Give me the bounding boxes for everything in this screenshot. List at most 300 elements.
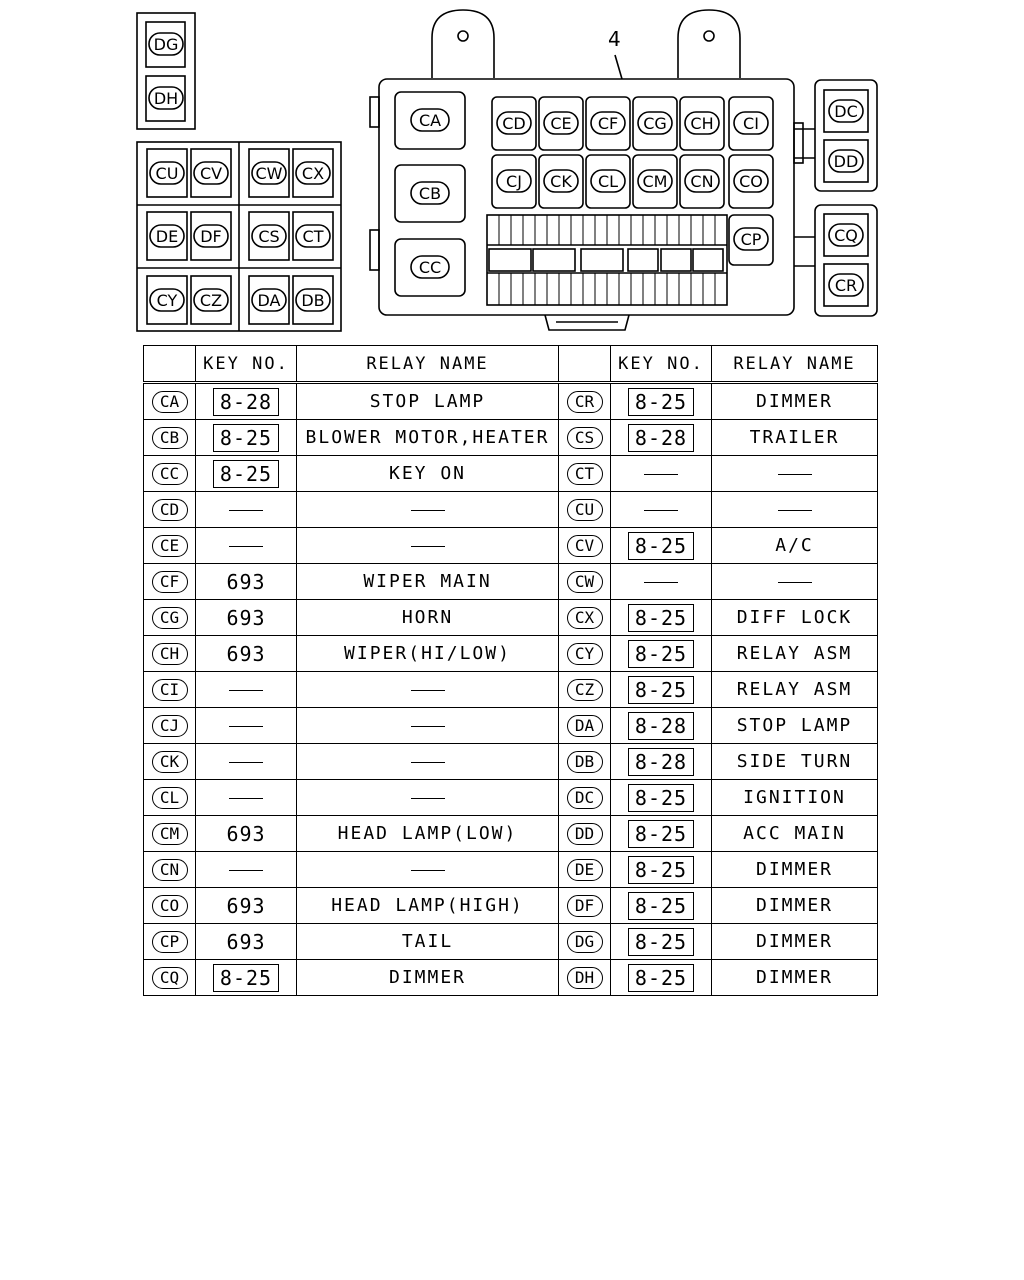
relay-layout-diagram [0,0,1024,345]
key-number: 693 [226,929,266,954]
table-row [144,636,878,672]
empty-dash [229,546,263,547]
relay-code-cell [144,888,196,924]
relay-name: STOP LAMP [369,391,486,412]
relay-code-label: DD [833,152,859,171]
key-no-cell [611,564,712,600]
table-row [144,564,878,600]
header-name-right: RELAY NAME [712,346,878,383]
relay-code: CZ [567,679,603,701]
relay-code: DF [567,895,603,917]
key-number: 8-25 [213,964,279,992]
relay-code-cb [411,182,449,204]
key-number: 8-25 [628,388,694,416]
relay-code: CR [567,391,603,413]
relay-name-cell [297,672,559,708]
relay-code-label: CV [199,164,223,183]
key-number: 8-25 [628,640,694,668]
relay-code: CU [567,499,603,521]
relay-code-df [194,225,228,247]
relay-code-cell [144,420,196,456]
relay-name-cell [297,924,559,960]
relay-code-cs [252,225,286,247]
relay-code-cell [144,383,196,420]
relay-code-label: CW [255,164,283,183]
table-header-row [144,346,878,383]
relay-code-cell [144,564,196,600]
relay-code-cell [559,600,611,636]
relay-code-cell [144,492,196,528]
relay-code: CG [152,607,188,629]
relay-code-cell [559,960,611,996]
table-row [144,383,878,420]
empty-dash [778,510,812,511]
key-number: 693 [226,641,266,666]
relay-code-label: CX [301,164,325,183]
key-number: 8-25 [628,676,694,704]
key-no-cell [196,708,297,744]
relay-code-ci [734,112,768,134]
key-no-cell [611,456,712,492]
relay-code-cell [559,564,611,600]
relay-code-cu [150,162,184,184]
relay-name: DIMMER [755,859,834,880]
key-no-cell [196,960,297,996]
relay-code-da [252,289,286,311]
relay-code: CS [567,427,603,449]
relay-code: CH [152,643,188,665]
relay-code-label: DB [301,291,325,310]
header-code-left [144,346,196,383]
relay-code-label: CF [597,114,619,133]
relay-code-label: DA [257,291,281,310]
relay-name-cell [712,492,878,528]
relay-code-label: CN [690,172,714,191]
key-no-cell [611,744,712,780]
empty-dash [229,762,263,763]
relay-code-cell [144,456,196,492]
empty-dash [229,798,263,799]
relay-name: WIPER(HI/LOW) [344,643,511,664]
relay-code-label: CQ [834,226,858,245]
empty-dash [411,762,445,763]
relay-code-label: CS [258,227,280,246]
empty-dash [411,546,445,547]
relay-code-label: CL [597,172,619,191]
key-no-cell [196,564,297,600]
relay-code: CE [152,535,188,557]
relay-code-cell [144,816,196,852]
relay-code: CO [152,895,188,917]
key-no-cell [196,528,297,564]
table-row [144,600,878,636]
table-row [144,888,878,924]
key-no-cell [196,672,297,708]
relay-code: CY [567,643,603,665]
relay-name-cell [297,960,559,996]
relay-code: CW [567,571,603,593]
relay-code-dg [149,33,183,55]
relay-code: DC [567,787,603,809]
left-top-relay-box [137,13,195,129]
relay-name-cell [712,852,878,888]
relay-code-cy [150,289,184,311]
relay-code-cd [497,112,531,134]
relay-name: TAIL [401,931,454,952]
relay-name: HEAD LAMP(HIGH) [331,895,524,916]
relay-code: CJ [152,715,188,737]
relay-name-cell [712,744,878,780]
relay-code: DB [567,751,603,773]
relay-name-cell [297,420,559,456]
table-row [144,420,878,456]
relay-code-cm [638,170,672,192]
relay-code: CT [567,463,603,485]
relay-name-cell [712,888,878,924]
relay-code: DE [567,859,603,881]
relay-code: CB [152,427,188,449]
relay-code-label: CH [690,114,714,133]
relay-name-cell [297,852,559,888]
key-number: 693 [226,605,266,630]
relay-code-cell [559,492,611,528]
relay-code-cell [559,780,611,816]
relay-code-label: DE [155,227,179,246]
relay-name-cell [712,528,878,564]
relay-code-label: CT [302,227,324,246]
relay-code-label: CZ [199,291,223,310]
relay-code-cell [559,456,611,492]
relay-name: DIMMER [388,967,467,988]
relay-name: KEY ON [388,463,467,484]
relay-name: HORN [401,607,454,628]
relay-code: CC [152,463,188,485]
empty-dash [411,510,445,511]
key-no-cell [611,924,712,960]
relay-name-cell [297,564,559,600]
relay-code: CI [152,679,188,701]
key-number: 8-25 [213,460,279,488]
relay-name: DIFF LOCK [736,607,853,628]
relay-name-cell [712,780,878,816]
relay-code-label: CO [739,172,763,191]
relay-code-cn [685,170,719,192]
relay-code: CF [152,571,188,593]
relay-code-cell [559,888,611,924]
key-no-cell [611,960,712,996]
relay-code: CD [152,499,188,521]
relay-code: CM [152,823,188,845]
relay-code-db [296,289,330,311]
relay-code-cell [559,636,611,672]
key-number: 8-28 [628,748,694,776]
key-no-cell [611,383,712,420]
relay-code-dc [829,100,863,122]
empty-dash [229,690,263,691]
relay-code-cr [829,274,863,296]
relay-code-label: CD [502,114,526,133]
table-row [144,852,878,888]
key-number: 8-25 [628,532,694,560]
relay-name-cell [297,708,559,744]
empty-dash [411,726,445,727]
callout-number: 4 [608,27,621,51]
relay-name-cell [712,420,878,456]
relay-code-label: CA [418,111,442,130]
key-number: 693 [226,821,266,846]
relay-code-cv [194,162,228,184]
key-number: 693 [226,893,266,918]
right-top-relay-box [794,80,877,191]
key-no-cell [196,744,297,780]
empty-dash [411,690,445,691]
relay-code: CP [152,931,188,953]
relay-code-cell [144,852,196,888]
relay-code: CQ [152,967,188,989]
relay-code-ck [544,170,578,192]
relay-code-label: DC [834,102,858,121]
header-key-right: KEY NO. [611,346,712,383]
relay-name: RELAY ASM [736,643,853,664]
relay-name-cell [712,960,878,996]
key-no-cell [611,888,712,924]
key-no-cell [196,492,297,528]
relay-code-cell [559,383,611,420]
empty-dash [778,582,812,583]
key-no-cell [196,924,297,960]
key-no-cell [196,636,297,672]
relay-code-cell [559,852,611,888]
header-name-left: RELAY NAME [297,346,559,383]
relay-code-cell [144,780,196,816]
relay-name-cell [712,600,878,636]
relay-code-cell [559,708,611,744]
relay-name-cell [297,888,559,924]
key-no-cell [611,816,712,852]
relay-code-label: CI [743,114,759,133]
relay-name-cell [712,672,878,708]
table-row [144,816,878,852]
relay-name-cell [297,744,559,780]
key-number: 8-25 [628,856,694,884]
relay-code-cell [144,708,196,744]
empty-dash [229,726,263,727]
relay-name-cell [712,456,878,492]
relay-name: DIMMER [755,931,834,952]
relay-table [143,345,878,996]
key-number: 8-25 [628,928,694,956]
relay-name: BLOWER MOTOR,HEATER [305,427,550,448]
relay-name-cell [712,924,878,960]
relay-code-dd [829,150,863,172]
empty-dash [411,870,445,871]
relay-name-cell [297,383,559,420]
main-relay-box [370,10,803,330]
relay-code-de [150,225,184,247]
key-no-cell [611,492,712,528]
header-key-left: KEY NO. [196,346,297,383]
relay-code-cx [296,162,330,184]
key-number: 8-28 [628,424,694,452]
relay-code-label: CR [834,276,858,295]
relay-code-cell [559,420,611,456]
relay-code-cell [559,528,611,564]
relay-code-ch [685,112,719,134]
table-row [144,744,878,780]
relay-code-cell [559,672,611,708]
key-number: 8-28 [213,388,279,416]
relay-code-cell [144,636,196,672]
relay-name: A/C [775,535,814,556]
table-row [144,456,878,492]
relay-name-cell [712,708,878,744]
table-row [144,924,878,960]
relay-code: CX [567,607,603,629]
relay-code-cell [559,924,611,960]
key-number: 8-25 [628,892,694,920]
relay-code-cell [144,744,196,780]
relay-code-label: CK [550,172,572,191]
key-no-cell [611,528,712,564]
relay-code-cell [144,672,196,708]
relay-name: SIDE TURN [736,751,853,772]
key-no-cell [196,456,297,492]
relay-code-cell [144,528,196,564]
relay-code-label: CU [155,164,179,183]
relay-code-label: DF [200,227,222,246]
key-no-cell [196,888,297,924]
table-row [144,672,878,708]
key-no-cell [611,636,712,672]
empty-dash [229,870,263,871]
relay-code-cj [497,170,531,192]
relay-code-cl [591,170,625,192]
relay-name-cell [297,600,559,636]
key-number: 8-25 [628,820,694,848]
key-no-cell [611,852,712,888]
table-row [144,492,878,528]
relay-name: DIMMER [755,391,834,412]
relay-name: TRAILER [749,427,840,448]
table-row [144,780,878,816]
empty-dash [644,510,678,511]
key-no-cell [196,383,297,420]
relay-code-cc [411,256,449,278]
relay-code: DA [567,715,603,737]
relay-code-label: DG [153,35,179,54]
relay-name: RELAY ASM [736,679,853,700]
relay-name-cell [712,383,878,420]
relay-code-cp [734,228,768,250]
relay-name-cell [297,780,559,816]
relay-name: HEAD LAMP(LOW) [337,823,518,844]
relay-name-cell [297,636,559,672]
empty-dash [229,510,263,511]
key-no-cell [611,708,712,744]
relay-name: IGNITION [743,787,846,808]
key-no-cell [196,816,297,852]
relay-code-ct [296,225,330,247]
relay-code-label: CJ [506,172,522,191]
key-no-cell [611,600,712,636]
relay-code: DH [567,967,603,989]
relay-code-ca [411,109,449,131]
relay-code-cell [144,924,196,960]
relay-code: DG [567,931,603,953]
relay-code-label: DH [153,89,179,108]
relay-name-cell [712,564,878,600]
relay-code-co [734,170,768,192]
relay-code-cell [144,600,196,636]
key-no-cell [611,780,712,816]
relay-name-cell [297,492,559,528]
relay-code-cell [559,744,611,780]
key-no-cell [196,780,297,816]
empty-dash [644,582,678,583]
relay-name-cell [712,636,878,672]
key-no-cell [196,600,297,636]
relay-code-label: CB [418,184,442,203]
relay-name-cell [712,816,878,852]
relay-name: ACC MAIN [743,823,846,844]
relay-code-label: CM [642,172,668,191]
relay-code-cg [638,112,672,134]
relay-name: DIMMER [755,967,834,988]
relay-code-cw [252,162,286,184]
key-number: 8-25 [628,784,694,812]
empty-dash [778,474,812,475]
key-no-cell [196,852,297,888]
table-row [144,708,878,744]
relay-code-ce [544,112,578,134]
relay-name: STOP LAMP [736,715,853,736]
relay-code-label: CY [156,291,178,310]
key-no-cell [611,672,712,708]
relay-code: CL [152,787,188,809]
relay-code-cq [829,224,863,246]
relay-code-dh [149,87,183,109]
key-number: 693 [226,569,266,594]
relay-code: CV [567,535,603,557]
empty-dash [411,798,445,799]
table-row [144,528,878,564]
relay-code-label: CC [418,258,442,277]
key-no-cell [196,420,297,456]
relay-name-cell [297,456,559,492]
key-number: 8-28 [628,712,694,740]
key-number: 8-25 [213,424,279,452]
relay-name: WIPER MAIN [363,571,492,592]
relay-code-label: CE [550,114,572,133]
relay-code-cz [194,289,228,311]
table-row [144,960,878,996]
relay-code: CK [152,751,188,773]
key-no-cell [611,420,712,456]
empty-dash [644,474,678,475]
relay-code-cell [559,816,611,852]
relay-code-label: CP [740,230,762,249]
header-code-right [559,346,611,383]
relay-name: DIMMER [755,895,834,916]
relay-code-cf [591,112,625,134]
relay-name-cell [297,528,559,564]
relay-code-label: CG [643,114,667,133]
relay-code: CN [152,859,188,881]
key-number: 8-25 [628,604,694,632]
relay-name-cell [297,816,559,852]
relay-code-cell [144,960,196,996]
relay-code: CA [152,391,188,413]
